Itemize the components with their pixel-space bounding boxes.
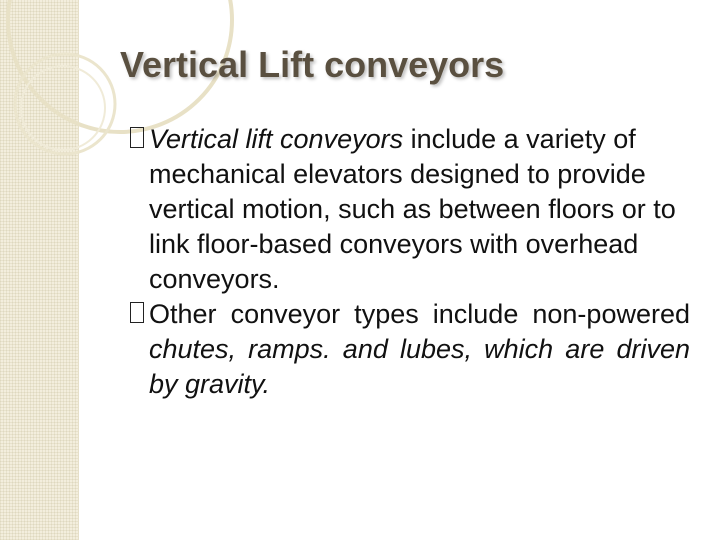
paragraph-2-italic-2: which are driven by gravity. (149, 334, 690, 399)
paragraph-1-lead: Vertical lift conveyors (149, 124, 404, 154)
bullet-paragraph-1 (130, 122, 690, 297)
slide-body (130, 122, 690, 402)
bullet-box-icon (130, 302, 144, 323)
paragraph-2-lead: Other conveyor types include non-powered (149, 299, 690, 329)
decorative-circle-small (15, 54, 115, 154)
decorative-circle-inner (21, 66, 105, 150)
slide-title: Vertical Lift conveyors (120, 44, 505, 85)
bullet-paragraph-2 (130, 297, 690, 402)
paragraph-1-rest: include a variety of mechanical elevators designed to provide vertical motion, such as between floors or to link floor-based conveyors with overhead conveyors. (149, 124, 676, 294)
paragraph-2-italic-1: chutes, ramps. and lubes, (149, 334, 473, 364)
paragraph-2-connector (472, 334, 484, 364)
bullet-box-icon (130, 127, 144, 148)
